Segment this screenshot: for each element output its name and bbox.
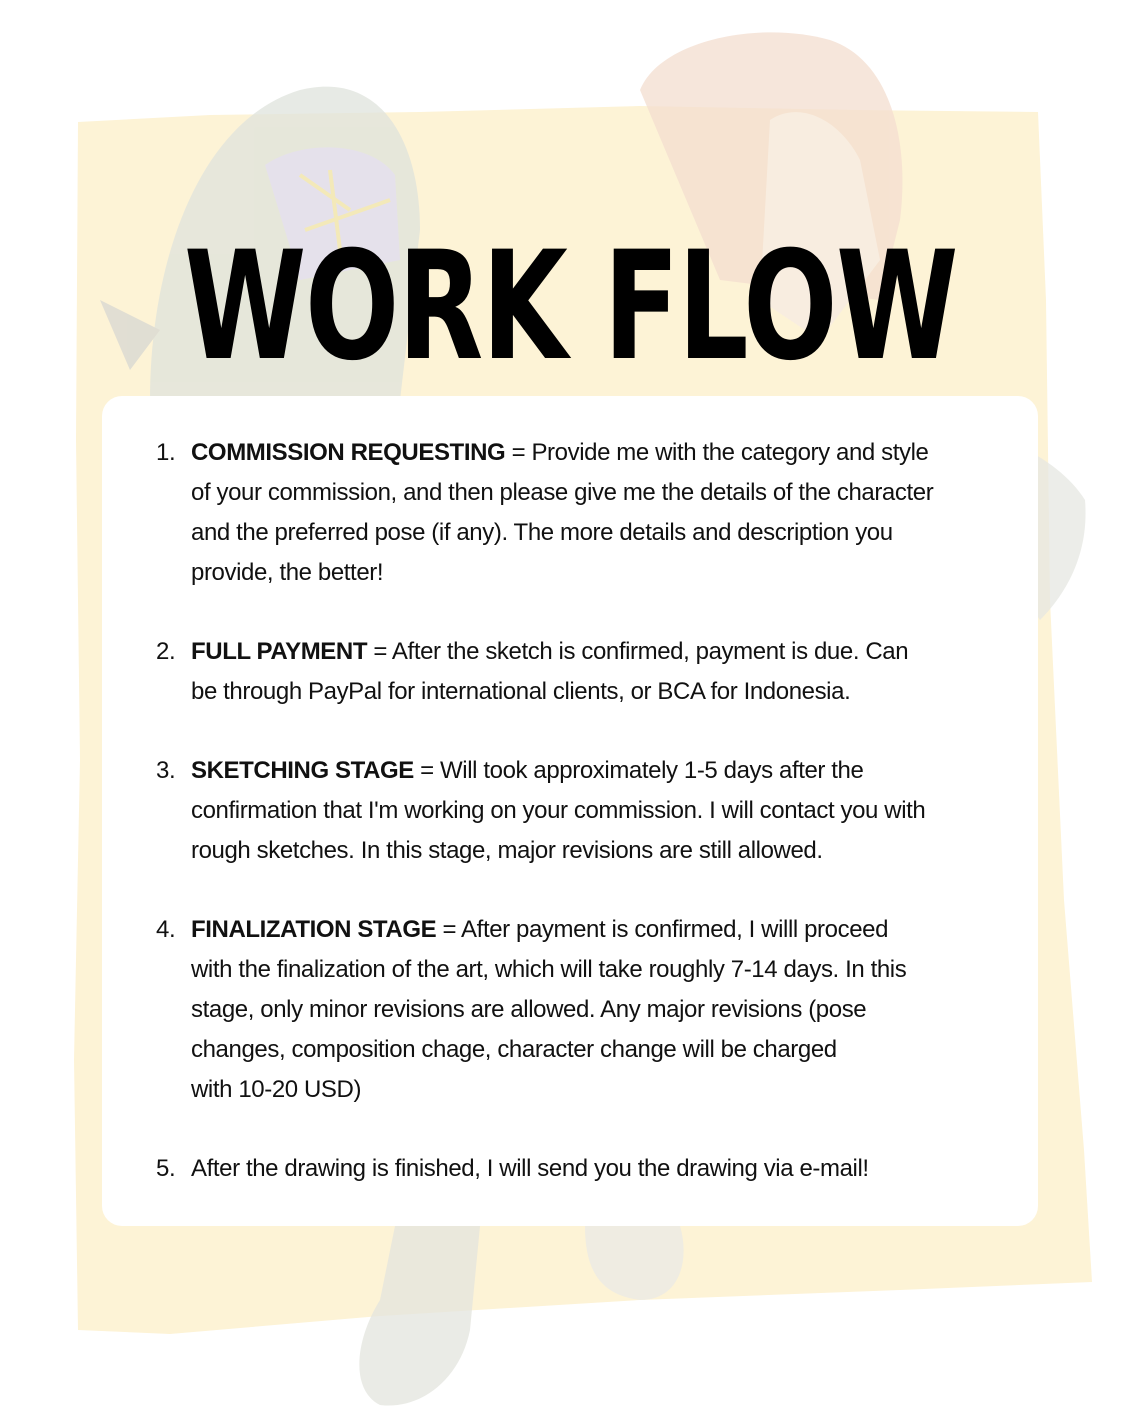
step-line: with the finalization of the art, which will take roughly 7-14 days. In this xyxy=(191,956,907,983)
workflow-step xyxy=(0,1149,1140,1189)
step-line: and the preferred pose (if any). The more details and description you xyxy=(191,519,893,546)
step-title: FULL PAYMENT xyxy=(191,638,368,665)
step-lead: = Provide me with the category and style xyxy=(505,439,929,466)
step-number: 3. xyxy=(156,757,176,784)
step-line: stage, only minor revisions are allowed. Any major revisions (pose xyxy=(191,996,867,1023)
step-line: confirmation that I'm working on your commission. I will contact you with xyxy=(191,797,926,824)
step-line: be through PayPal for international clients, or BCA for Indonesia. xyxy=(191,678,851,705)
workflow-step xyxy=(0,433,1140,593)
step-first-line xyxy=(191,433,990,473)
step-line: of your commission, and then please give me the details of the character xyxy=(191,479,934,506)
step-number: 4. xyxy=(156,916,176,943)
step-title: SKETCHING STAGE xyxy=(191,757,414,784)
workflow-step xyxy=(0,632,1140,712)
workflow-steps-list xyxy=(0,433,1140,1228)
workflow-step xyxy=(0,910,1140,1110)
step-number: 5. xyxy=(156,1155,176,1182)
step-line: rough sketches. In this stage, major revisions are still allowed. xyxy=(191,837,823,864)
step-line: with 10-20 USD) xyxy=(191,1076,362,1103)
step-line: changes, composition chage, character change will be charged xyxy=(191,1036,837,1063)
page-title: WORK FLOW xyxy=(184,220,958,394)
step-lead: = After the sketch is confirmed, payment is due. Can xyxy=(367,638,909,665)
step-first-line xyxy=(191,1149,990,1189)
step-line: provide, the better! xyxy=(191,559,384,586)
workflow-step xyxy=(0,751,1140,871)
step-title: FINALIZATION STAGE xyxy=(191,916,437,943)
step-lead: After the drawing is finished, I will send you the drawing via e-mail! xyxy=(191,1155,869,1182)
step-first-line xyxy=(191,751,990,791)
step-number: 2. xyxy=(156,638,176,665)
step-first-line xyxy=(191,632,990,672)
step-title: COMMISSION REQUESTING xyxy=(191,439,506,466)
step-lead: = Will took approximately 1-5 days after the xyxy=(413,757,864,784)
step-number: 1. xyxy=(156,439,176,466)
step-first-line xyxy=(191,910,990,950)
step-lead: = After payment is confirmed, I willl proceed xyxy=(436,916,889,943)
